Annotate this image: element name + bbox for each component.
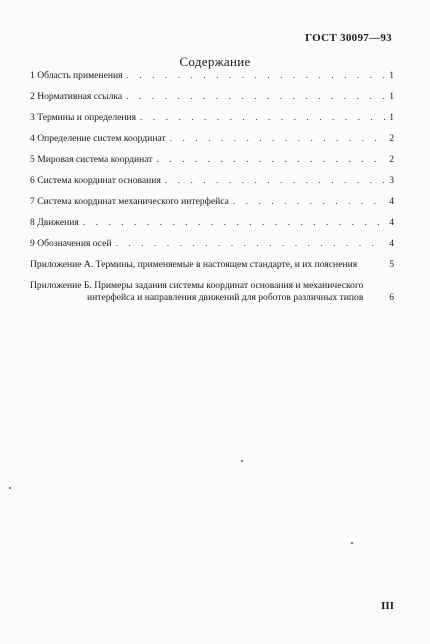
toc-entry-page: 3 <box>389 175 394 186</box>
toc-entry-page: 2 <box>389 133 394 144</box>
toc-entry-label: 8 Движения <box>30 217 79 228</box>
toc-entry[interactable] <box>30 91 394 103</box>
leader-dots <box>156 154 385 166</box>
toc-entry[interactable] <box>30 112 394 124</box>
table-of-contents <box>30 70 394 304</box>
leader-dots <box>140 112 385 124</box>
toc-entry[interactable] <box>30 154 394 166</box>
standard-code: ГОСТ 30097—93 <box>305 32 392 44</box>
toc-entry-page: 4 <box>389 196 394 207</box>
toc-entry-label: 9 Обозначения осей <box>30 238 112 249</box>
toc-entry-label: 5 Мировая система координат <box>30 154 153 165</box>
scan-speck <box>9 487 11 489</box>
toc-entry-page: 2 <box>389 154 394 165</box>
appendix-entry-page: 6 <box>389 292 394 303</box>
scan-speck <box>351 542 353 544</box>
leader-dots <box>126 91 385 103</box>
page-number: III <box>381 600 394 612</box>
appendix-entry[interactable] <box>30 259 394 271</box>
leader-dots <box>170 133 386 145</box>
toc-entry[interactable] <box>30 238 394 250</box>
toc-entry[interactable] <box>30 70 394 82</box>
toc-entry-page: 1 <box>389 91 394 102</box>
toc-entry[interactable] <box>30 217 394 229</box>
toc-entry-label: 4 Определение систем координат <box>30 133 166 144</box>
toc-entry-label: 6 Система координат основания <box>30 175 161 186</box>
toc-entry[interactable] <box>30 196 394 208</box>
toc-entry-label: 3 Термины и определения <box>30 112 137 123</box>
toc-entry-label: 1 Область применения <box>30 70 123 81</box>
toc-entry-page: 4 <box>389 238 394 249</box>
toc-entry-label: 2 Нормативная ссылка <box>30 91 123 102</box>
toc-entry[interactable] <box>30 175 394 187</box>
appendix-entry-page: 5 <box>389 259 394 270</box>
leader-dots <box>83 217 385 229</box>
leader-dots <box>165 175 385 187</box>
appendix-entry-label: Приложение Б. Примеры задания системы координат основания и механического интерфейса и направления движений для роботов различных типов <box>30 280 364 303</box>
toc-entry-page: 1 <box>389 112 394 123</box>
appendix-entry[interactable] <box>30 280 394 304</box>
appendix-entry-label: Приложение А. Термины, применяемые в настоящем стандарте, и их пояснения <box>30 259 358 270</box>
page-title: Содержание <box>179 54 251 69</box>
leader-dots <box>233 196 385 208</box>
scan-speck <box>241 460 243 462</box>
toc-entry[interactable] <box>30 133 394 145</box>
toc-entry-page: 4 <box>389 217 394 228</box>
leader-dots <box>127 70 386 82</box>
leader-dots <box>116 238 386 250</box>
toc-entry-label: 7 Система координат механического интерфейса <box>30 196 229 207</box>
toc-entry-page: 1 <box>389 70 394 81</box>
